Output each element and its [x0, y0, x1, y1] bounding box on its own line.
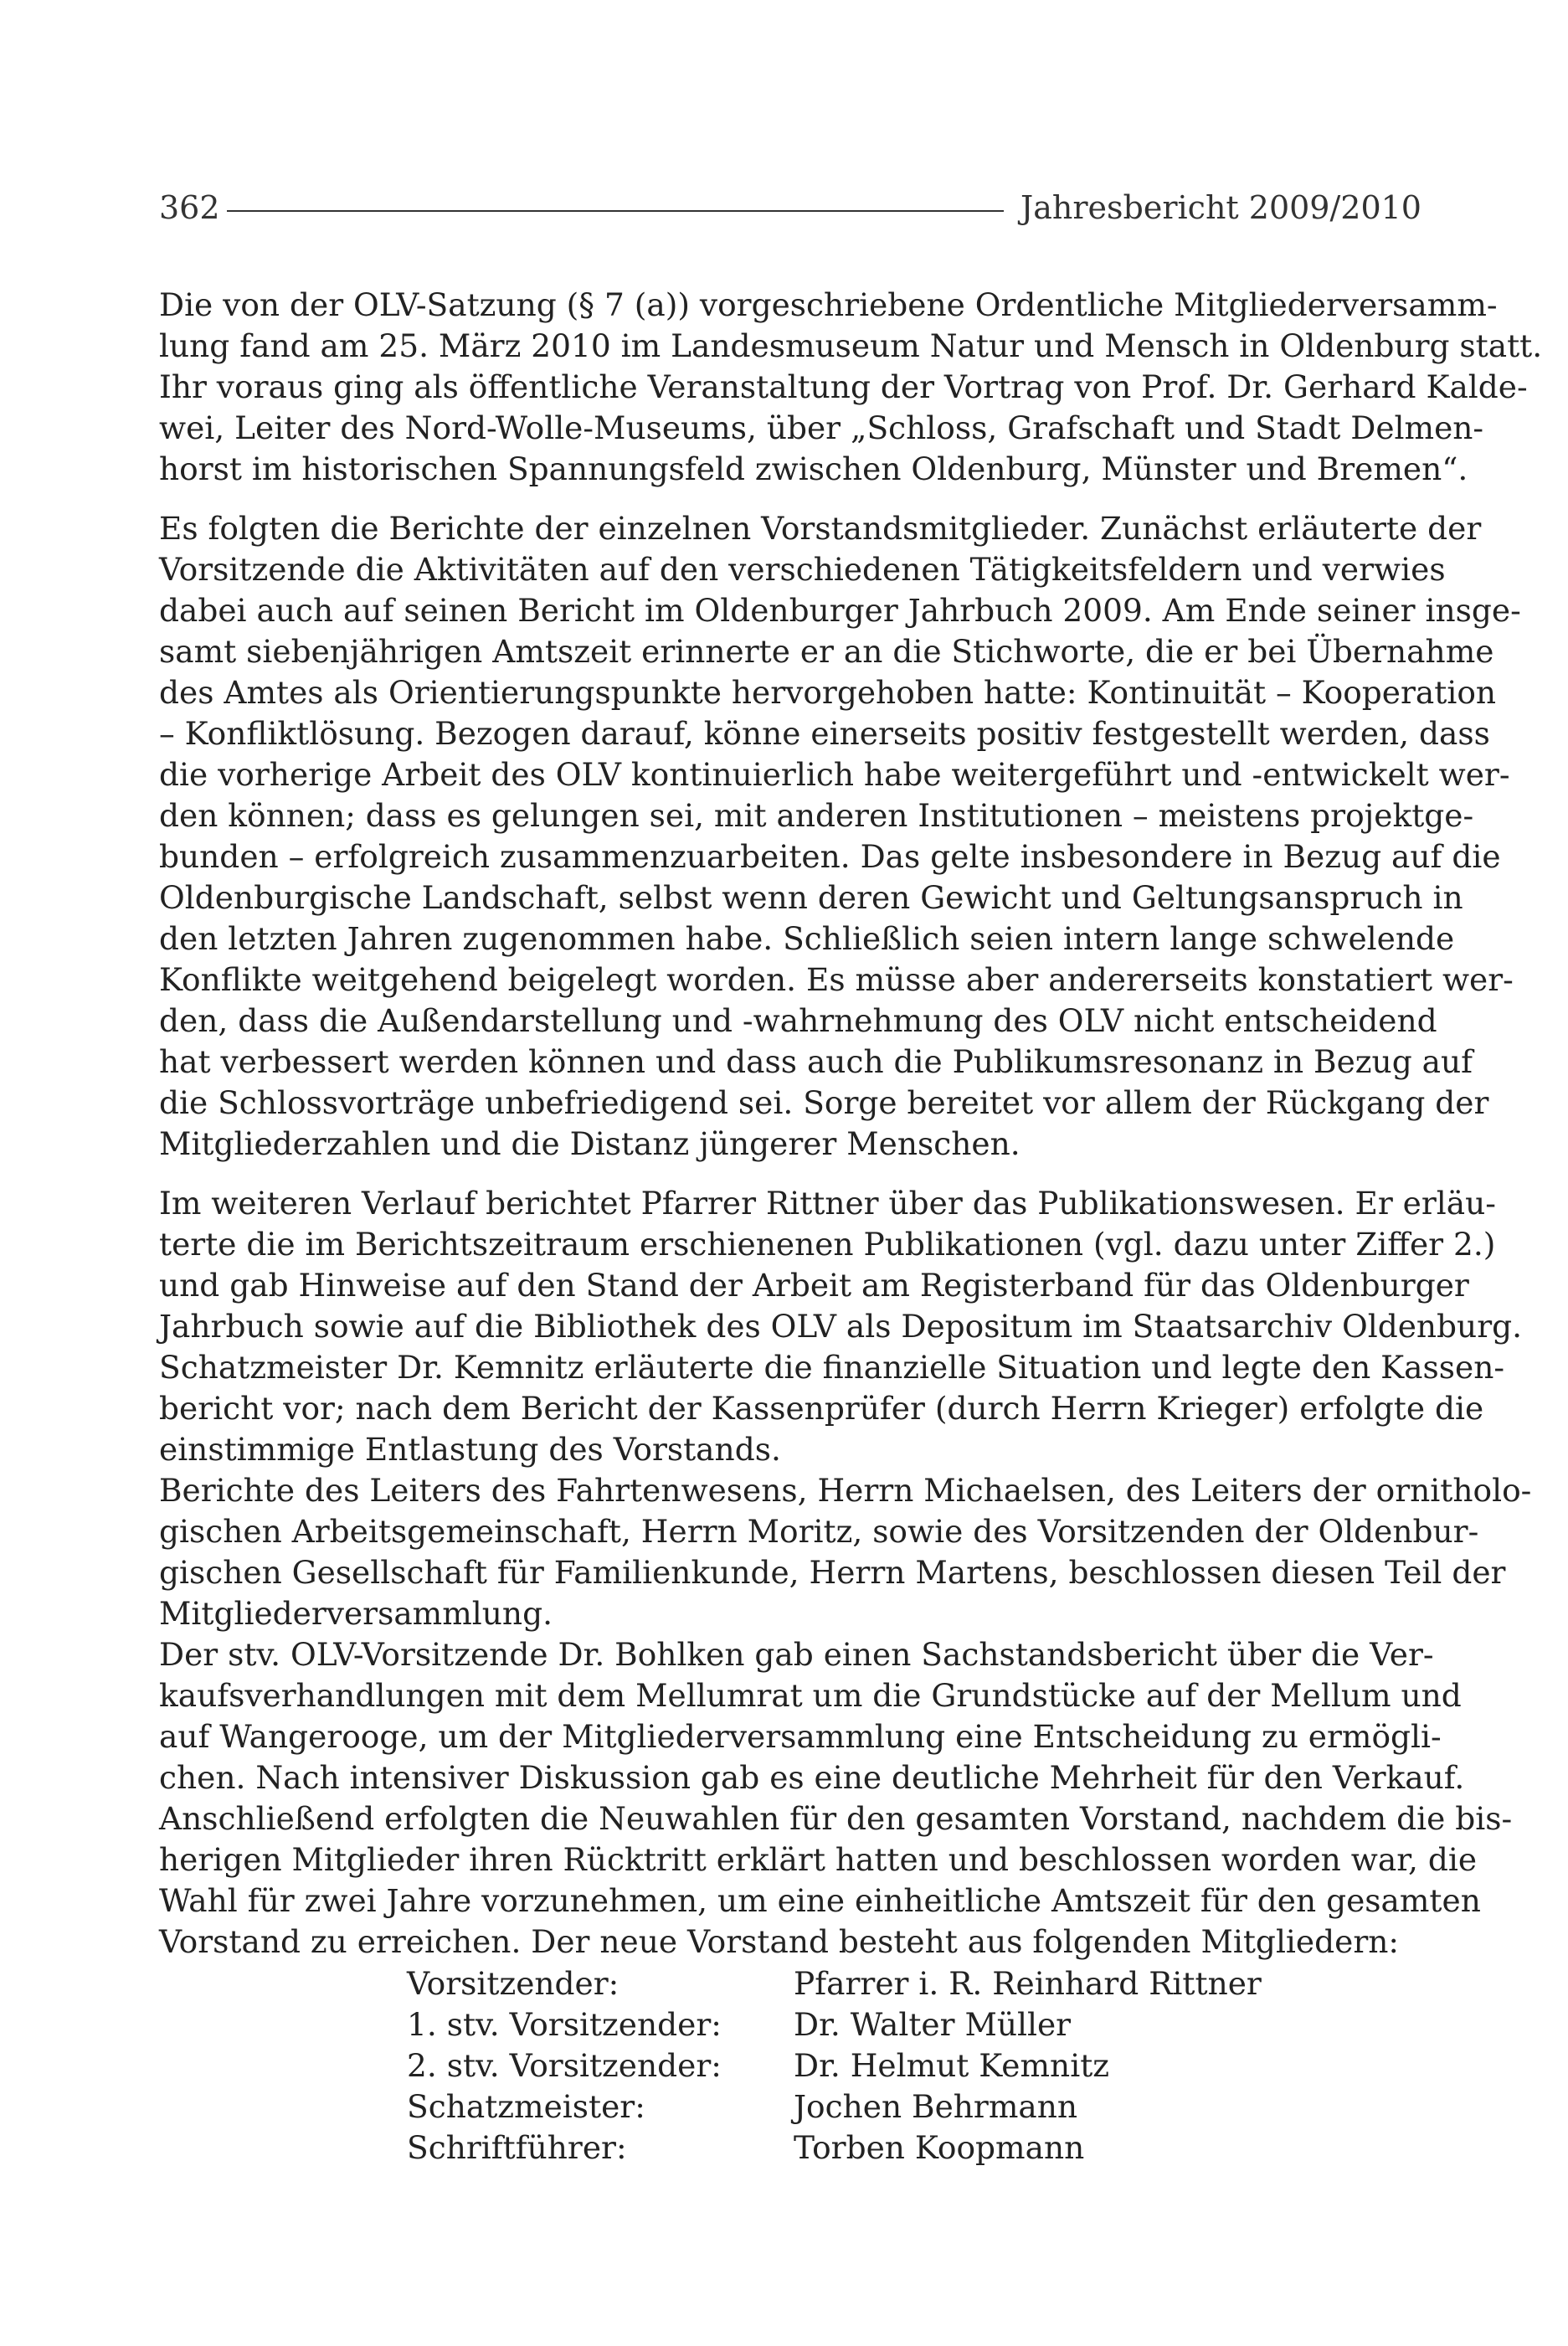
text-line: den letzten Jahren zugenommen habe. Schließlich seien intern lange schwelende [159, 920, 1455, 957]
paragraph-chair-report [159, 508, 1521, 1165]
board-row [407, 2004, 1262, 2045]
text-line: kaufsverhandlungen mit dem Mellumrat um die Grundstücke auf der Mellum und [159, 1677, 1462, 1714]
board-row [407, 1963, 1262, 2004]
body-text [159, 285, 1543, 1963]
text-line: des Amtes als Orientierungspunkte hervorgehoben hatte: Kontinuität – Kooperation [159, 674, 1497, 711]
board-member-name: Dr. Helmut Kemnitz [794, 2047, 1110, 2084]
text-line: Es folgten die Berichte der einzelnen Vorstandsmitglieder. Zunächst erläuterte der [159, 510, 1482, 547]
text-line: Mitgliederzahlen und die Distanz jüngerer Menschen. [159, 1125, 1020, 1162]
text-line: – Konfliktlösung. Bezogen darauf, könne einerseits positiv festgestellt werden, dass [159, 715, 1490, 752]
text-line: Konflikte weitgehend beigelegt worden. Es müsse aber andererseits konstatiert wer- [159, 961, 1514, 998]
text-line: gischen Arbeitsgemeinschaft, Herrn Moritz, sowie des Vorsitzenden der Oldenbur- [159, 1513, 1479, 1550]
text-line: Vorstand zu erreichen. Der neue Vorstand besteht aus folgenden Mitgliedern: [159, 1923, 1400, 1960]
running-title: Jahresbericht 2009/2010 [1020, 189, 1421, 226]
text-line: und gab Hinweise auf den Stand der Arbeit am Registerband für das Oldenburger [159, 1267, 1469, 1304]
board-row [407, 2127, 1262, 2169]
text-line: Oldenburgische Landschaft, selbst wenn deren Gewicht und Geltungsanspruch in [159, 879, 1463, 916]
text-line: hat verbessert werden können und dass auch die Publikumsresonanz in Bezug auf [159, 1043, 1473, 1080]
board-role: 2. stv. Vorsitzender: [407, 2047, 722, 2084]
text-line: terte die im Berichtszeitraum erschienenen Publikationen (vgl. dazu unter Ziffer 2.) [159, 1226, 1496, 1263]
board-role: Vorsitzender: [407, 1965, 619, 2002]
header-rule [227, 210, 1004, 212]
board-member-name: Dr. Walter Müller [794, 2006, 1072, 2043]
paragraph-treasurer [159, 1347, 1505, 1470]
text-line: auf Wangerooge, um der Mitgliederversammlung eine Entscheidung zu ermögli- [159, 1718, 1442, 1755]
text-line: horst im historischen Spannungsfeld zwischen Oldenburg, Münster und Bremen“. [159, 450, 1468, 487]
text-line: Berichte des Leiters des Fahrtenwesens, Herrn Michaelsen, des Leiters der ornitholo- [159, 1472, 1532, 1509]
text-line: herigen Mitglieder ihren Rücktritt erklärt hatten und beschlossen worden war, die [159, 1841, 1478, 1878]
page-header [159, 183, 1421, 233]
paragraph-further-reports [159, 1470, 1532, 1634]
board-role: Schatzmeister: [407, 2088, 645, 2125]
paragraph-mellum [159, 1634, 1465, 1798]
text-line: Mitgliederversammlung. [159, 1595, 553, 1632]
board-row [407, 2045, 1262, 2086]
text-line: die vorherige Arbeit des OLV kontinuierlich habe weitergeführt und -entwickelt wer- [159, 756, 1510, 793]
text-line: Der stv. OLV-Vorsitzende Dr. Bohlken gab einen Sachstandsbericht über die Ver- [159, 1636, 1434, 1673]
text-line: Schatzmeister Dr. Kemnitz erläuterte die finanzielle Situation und legte den Kassen- [159, 1349, 1505, 1386]
board-member-name: Pfarrer i. R. Reinhard Rittner [794, 1965, 1262, 2002]
text-line: samt siebenjährigen Amtszeit erinnerte er an die Stichworte, die er bei Übernahme [159, 633, 1494, 670]
board-role: Schriftführer: [407, 2129, 627, 2166]
text-line: Jahrbuch sowie auf die Bibliothek des OLV als Depositum im Staatsarchiv Oldenburg. [159, 1308, 1523, 1345]
text-line: den können; dass es gelungen sei, mit anderen Institutionen – meistens projektge- [159, 797, 1474, 834]
text-line: Die von der OLV-Satzung (§ 7 (a)) vorgeschriebene Ordentliche Mitgliederversamm- [159, 286, 1498, 323]
text-line: Im weiteren Verlauf berichtet Pfarrer Rittner über das Publikationswesen. Er erläu- [159, 1185, 1496, 1222]
text-line: gischen Gesellschaft für Familienkunde, Herrn Martens, beschlossen diesen Teil der [159, 1554, 1506, 1591]
text-line: Ihr voraus ging als öffentliche Veranstaltung der Vortrag von Prof. Dr. Gerhard Kalde- [159, 368, 1528, 405]
text-line: bericht vor; nach dem Bericht der Kassenprüfer (durch Herrn Krieger) erfolgte die [159, 1390, 1484, 1427]
text-line: Anschließend erfolgten die Neuwahlen für den gesamten Vorstand, nachdem die bis- [159, 1800, 1513, 1837]
text-line: Wahl für zwei Jahre vorzunehmen, um eine einheitliche Amtszeit für den gesamten [159, 1882, 1481, 1919]
paragraph-intro [159, 285, 1543, 490]
text-line: Vorsitzende die Aktivitäten auf den verschiedenen Tätigkeitsfeldern und verwies [159, 551, 1446, 588]
text-line: bunden – erfolgreich zusammenzuarbeiten. Das gelte insbesondere in Bezug auf die [159, 838, 1501, 875]
board-member-name: Jochen Behrmann [794, 2088, 1078, 2125]
text-line: einstimmige Entlastung des Vorstands. [159, 1431, 781, 1468]
text-line: die Schlossvorträge unbefriedigend sei. Sorge bereitet vor allem der Rückgang der [159, 1084, 1489, 1121]
text-line: chen. Nach intensiver Diskussion gab es eine deutliche Mehrheit für den Verkauf. [159, 1759, 1465, 1796]
text-line: dabei auch auf seinen Bericht im Oldenburger Jahrbuch 2009. Am Ende seiner insge- [159, 592, 1521, 629]
paragraph-publications [159, 1183, 1523, 1347]
text-line: den, dass die Außendarstellung und -wahrnehmung des OLV nicht entscheidend [159, 1002, 1437, 1039]
paragraph-elections [159, 1798, 1513, 1963]
board-members-table [407, 1963, 1262, 2169]
board-role: 1. stv. Vorsitzender: [407, 2006, 722, 2043]
board-row [407, 2086, 1262, 2127]
text-line: lung fand am 25. März 2010 im Landesmuseum Natur und Mensch in Oldenburg statt. [159, 327, 1543, 364]
page-number: 362 [159, 189, 220, 226]
text-line: wei, Leiter des Nord-Wolle-Museums, über „Schloss, Grafschaft und Stadt Delmen- [159, 409, 1484, 446]
board-member-name: Torben Koopmann [794, 2129, 1085, 2166]
